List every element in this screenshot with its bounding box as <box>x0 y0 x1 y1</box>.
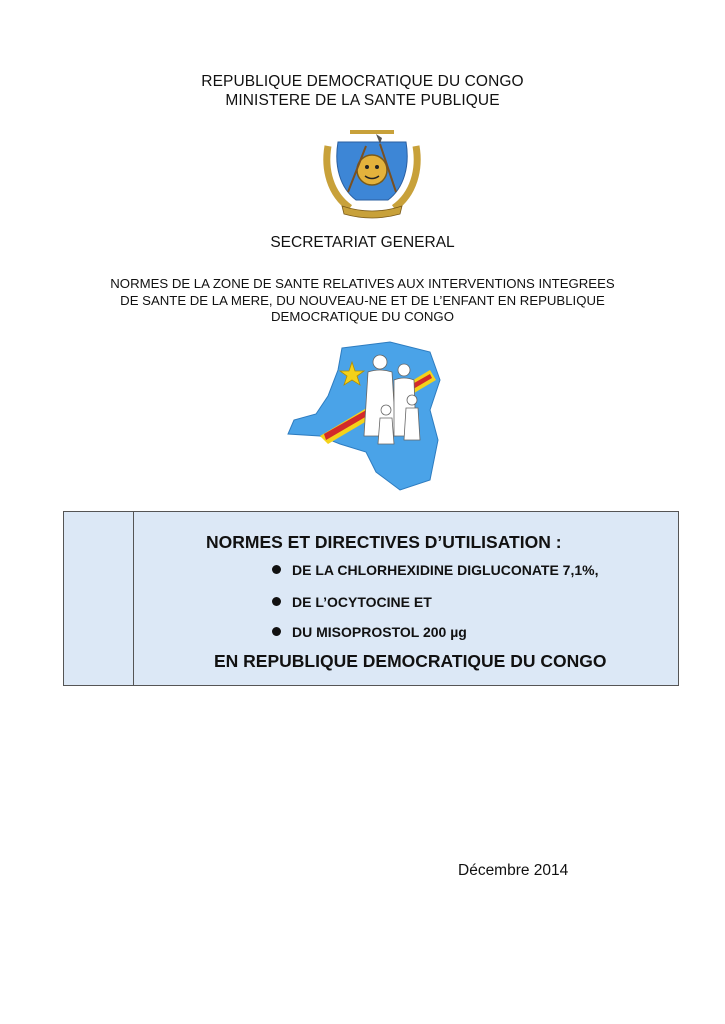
bullet-icon <box>272 565 281 574</box>
subtitle-line: DEMOCRATIQUE DU CONGO <box>271 309 454 324</box>
bullet-icon <box>272 627 281 636</box>
header <box>0 72 725 110</box>
title-box <box>63 511 679 686</box>
ministry-name: MINISTERE DE LA SANTE PUBLIQUE <box>225 92 500 109</box>
bullet-item <box>272 562 598 578</box>
bullet-item <box>272 624 467 640</box>
bullet-icon <box>272 597 281 606</box>
bullet-item <box>272 594 432 610</box>
title-footer: EN REPUBLIQUE DEMOCRATIQUE DU CONGO <box>214 651 607 671</box>
bullet-text: DE L’OCYTOCINE ET <box>292 594 432 610</box>
title-box-margin-cell <box>64 512 134 685</box>
main-title: NORMES ET DIRECTIVES D’UTILISATION : <box>206 532 562 552</box>
subtitle-line: NORMES DE LA ZONE DE SANTE RELATIVES AUX INTERVENTIONS INTEGREES <box>110 276 615 291</box>
secretariat-general: SECRETARIAT GENERAL <box>270 234 455 251</box>
bullet-text: DE LA CHLORHEXIDINE DIGLUCONATE 7,1%, <box>292 562 599 578</box>
bullet-text: DU MISOPROSTOL 200 µg <box>292 624 467 640</box>
subtitle-line: DE SANTE DE LA MERE, DU NOUVEAU-NE ET DE L’ENFANT EN REPUBLIQUE <box>120 292 605 308</box>
drc-coat-of-arms-icon <box>320 124 424 224</box>
document-subtitle <box>0 276 725 326</box>
drc-map-family-icon <box>280 340 450 492</box>
publication-date: Décembre 2014 <box>458 862 569 879</box>
country-name: REPUBLIQUE DEMOCRATIQUE DU CONGO <box>201 73 524 90</box>
